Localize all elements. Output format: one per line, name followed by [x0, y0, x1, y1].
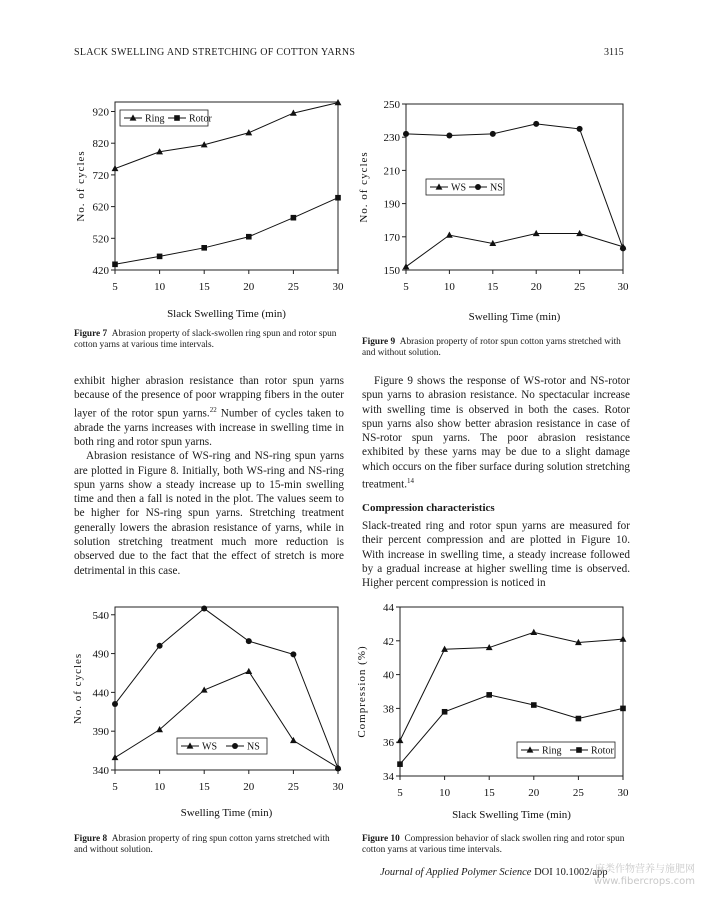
data-point-ring [530, 629, 537, 635]
y-axis-label: No. of cycles [75, 150, 87, 222]
figure-8-caption-text: Abrasion property of ring spun cotton yarns stretched with and without solution. [74, 834, 330, 855]
y-tick-label: 620 [92, 201, 109, 214]
x-tick-label: 15 [483, 787, 495, 799]
x-axis-label: Slack Swelling Time (min) [452, 809, 571, 821]
legend-marker-ns [475, 184, 481, 190]
legend-marker-ns [232, 743, 238, 749]
x-tick-label: 5 [112, 781, 118, 793]
page-number: 3115 [604, 47, 624, 58]
data-point-rotor [397, 761, 403, 767]
x-tick-label: 20 [243, 281, 255, 293]
y-tick-label: 44 [383, 602, 394, 614]
legend-marker-rotor [174, 115, 180, 121]
reference-22: 22 [209, 405, 217, 414]
data-point-ns [290, 651, 296, 657]
figure-9-caption-text: Abrasion property of rotor spun cotton yarns stretched with and without solution. [362, 337, 621, 358]
legend [177, 738, 267, 754]
x-tick-label: 20 [530, 281, 542, 293]
y-tick-label: 920 [92, 106, 109, 119]
x-tick-label: 5 [112, 281, 118, 293]
data-point-rotor [112, 261, 118, 267]
data-point-ring [620, 636, 627, 642]
legend-label-ns: NS [490, 182, 503, 194]
journal-name: Journal of Applied Polymer Science [380, 867, 532, 878]
x-tick-label: 25 [574, 281, 586, 293]
data-point-ns [112, 701, 118, 707]
right-paragraph-1: Figure 9 shows the response of WS-rotor and NS-rotor spun yarns to abrasion resistance. No spectacular increase with swelling time is observed in both the cases. Rotor spun yarns also show better abrasion resistance in case of NS-rotor spun yarns. The poor abrasion resistance exhibited by these yarns may be due to a slight damage which occurs on the fiber surface during solution stretching treatment.$^{14}$ [362, 375, 630, 491]
plot-frame [115, 102, 338, 270]
y-tick-label: 490 [92, 648, 109, 661]
legend-marker-rotor [576, 747, 582, 753]
x-tick-label: 25 [572, 787, 584, 799]
x-tick-label: 5 [397, 787, 403, 799]
figure-9-chart [355, 95, 640, 333]
figure-10-label: Figure 10 [362, 834, 400, 844]
series-rotor [112, 195, 341, 267]
series-line-rotor [115, 198, 338, 265]
x-tick-label: 10 [443, 281, 455, 293]
legend-label-rotor: Rotor [189, 113, 212, 125]
data-point-ns [620, 245, 626, 251]
x-axis-label: Slack Swelling Time (min) [167, 308, 286, 320]
data-point-ws [290, 737, 297, 743]
legend-label-rotor: Rotor [591, 745, 614, 757]
y-tick-label: 420 [92, 265, 109, 277]
y-tick-label: 210 [383, 165, 400, 178]
x-tick-label: 10 [154, 781, 166, 793]
y-axis-label: No. of cycles [358, 151, 370, 223]
data-point-ns [201, 606, 207, 612]
doi: DOI 10.1002/app [534, 867, 608, 878]
right-paragraph-2: Slack-treated ring and rotor spun yarns are measured for their percent compression and are plotted in Figure 10. With increase in swelling time, a steady increase followed by a gradual increase at higher swelling time is observed. Higher percent compression is noticed in [362, 520, 630, 590]
data-point-ring [245, 129, 252, 135]
watermark [540, 864, 695, 888]
y-axis-label: No. of cycles [72, 652, 84, 725]
data-point-ws [446, 232, 453, 238]
data-point-rotor [246, 234, 252, 240]
figure-8-caption [74, 834, 344, 856]
data-point-rotor [201, 245, 207, 251]
data-point-ns [157, 643, 163, 649]
y-tick-label: 42 [383, 635, 394, 648]
x-tick-label: 30 [332, 781, 344, 793]
y-tick-label: 820 [92, 138, 109, 151]
y-tick-label: 720 [92, 169, 109, 182]
data-point-ns [446, 133, 452, 139]
y-tick-label: 540 [92, 609, 109, 622]
watermark-line-2: www.fibercrops.com [593, 876, 695, 887]
series-ring [397, 629, 627, 743]
y-tick-label: 440 [92, 687, 109, 700]
figure-8-chart [60, 597, 350, 829]
figure-10-caption-text: Compression behavior of slack swollen ring and rotor spun cotton yarns at various time intervals. [362, 834, 625, 855]
series-ws [112, 668, 342, 770]
figure-7-caption-text: Abrasion property of slack-swollen ring spun and rotor spun cotton yarns at various time intervals. [74, 329, 337, 350]
data-point-ns [490, 131, 496, 137]
y-tick-label: 390 [92, 726, 109, 739]
y-tick-label: 150 [383, 265, 400, 277]
legend [426, 179, 504, 195]
series-ws [403, 230, 627, 269]
y-tick-label: 34 [383, 771, 394, 783]
legend-label-ns: NS [247, 741, 260, 753]
data-point-ws [112, 754, 119, 760]
x-axis-label: Swelling Time (min) [180, 807, 273, 819]
data-point-rotor [531, 702, 537, 708]
x-axis-label: Swelling Time (min) [468, 311, 561, 323]
data-point-ns [335, 765, 341, 771]
y-tick-label: 170 [383, 231, 400, 244]
data-point-ring [397, 737, 404, 743]
y-tick-label: 38 [383, 703, 394, 716]
data-point-rotor [157, 254, 163, 260]
y-tick-label: 40 [383, 669, 394, 682]
legend [517, 742, 615, 758]
legend-label-ws: WS [202, 741, 217, 753]
data-point-ws [403, 263, 410, 269]
x-tick-label: 10 [154, 281, 166, 293]
left-paragraph-2: Abrasion resistance of WS-ring and NS-ring spun yarns are plotted in Figure 8. Initially, both WS-ring and NS-ring spun yarns show a steady increase up to 15-min swelling time and then a fall is noted in the plot. The values seem to be higher for NS-ring spun yarns. Stretching treatment generally lowers the abrasion resistance of yarns, while in solution stretching treatment much more reduction is observed due to the fact that the effect of stretch is more detrimental in this case. [74, 450, 344, 577]
data-point-rotor [620, 706, 626, 712]
x-tick-label: 30 [332, 281, 344, 293]
y-tick-label: 230 [383, 132, 400, 145]
figure-10-chart [355, 597, 640, 829]
figure-9-caption [362, 337, 630, 359]
x-tick-label: 25 [287, 281, 299, 293]
figure-7-chart [60, 95, 350, 330]
watermark-line-1: 麻类作物营养与施肥网 [595, 864, 695, 875]
data-point-rotor [291, 215, 297, 221]
x-tick-label: 30 [617, 281, 629, 293]
data-point-rotor [335, 195, 341, 201]
x-tick-label: 20 [528, 787, 540, 799]
series-line-ws [406, 233, 623, 266]
y-tick-label: 340 [92, 765, 109, 777]
data-point-rotor [576, 716, 582, 722]
x-tick-label: 15 [198, 781, 210, 793]
y-tick-label: 250 [383, 99, 400, 111]
x-tick-label: 20 [243, 781, 255, 793]
y-axis-label: Compression (%) [356, 645, 368, 738]
figure-9-label: Figure 9 [362, 337, 396, 347]
figure-7-label: Figure 7 [74, 329, 108, 339]
data-point-ns [403, 131, 409, 137]
data-point-ws [245, 668, 252, 674]
legend-label-ring: Ring [145, 113, 165, 125]
legend [120, 110, 212, 126]
y-tick-label: 190 [383, 198, 400, 211]
data-point-rotor [442, 709, 448, 715]
figure-10-caption [362, 834, 630, 856]
legend-label-ring: Ring [542, 745, 562, 757]
data-point-rotor [486, 692, 492, 698]
data-point-ns [246, 638, 252, 644]
x-tick-label: 15 [198, 281, 210, 293]
running-title: SLACK SWELLING AND STRETCHING OF COTTON YARNS [74, 47, 356, 58]
section-heading-compression: Compression characteristics [362, 502, 495, 514]
x-tick-label: 5 [403, 281, 409, 293]
legend-label-ws: WS [451, 182, 466, 194]
left-paragraph-1: exhibit higher abrasion resistance than rotor spun yarns because of the presence of poor wrapping fibers in the outer layer of the rotor spun yarns.$^{22}$ Number of cycles taken to abrade the yarns increases with increase in swelling time in both ring and rotor spun yarns. [74, 375, 344, 448]
reference-14: 14 [407, 477, 415, 486]
y-tick-label: 36 [383, 737, 394, 750]
figure-8-label: Figure 8 [74, 834, 108, 844]
figure-7-caption [74, 329, 344, 351]
x-tick-label: 15 [487, 281, 499, 293]
y-tick-label: 520 [92, 233, 109, 246]
data-point-ns [533, 121, 539, 127]
x-tick-label: 25 [287, 781, 299, 793]
data-point-ns [577, 126, 583, 132]
x-tick-label: 30 [617, 787, 629, 799]
x-tick-label: 10 [439, 787, 451, 799]
